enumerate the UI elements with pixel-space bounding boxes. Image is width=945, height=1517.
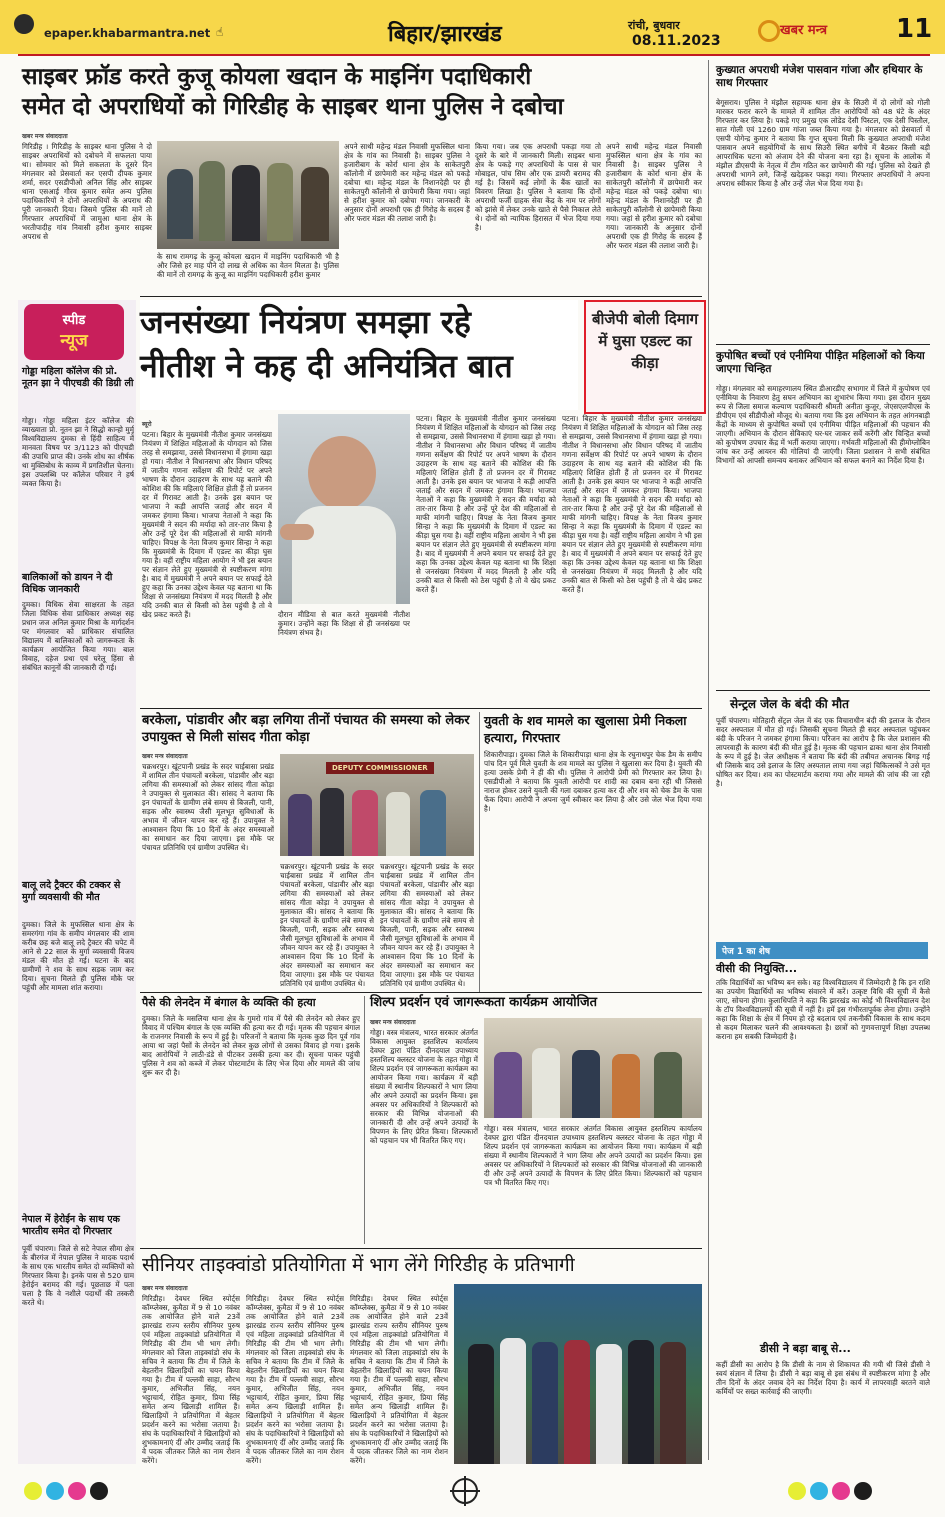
taekwondo-col1: गिरिडीह। देवघर स्थित स्पोर्ट्स कॉम्प्लेक्स, कुमैठा में 9 से 10 नवंबर तक आयोजित होने वाले 23वें झारखंड राज्य स्तरीय सीनियर पुरुष एवं महिला ताइक्वांडो प्रतियोगिता में गिरिडीह की टीम भी भाग लेगी। मंगलवार को जिला ताइक्वांडो संघ के सचिव ने बताया कि टीम में जिले के बेहतरीन खिलाड़ियों का चयन किया गया है। टीम में पल्लवी साहा, सौरभ कुमार, अभिजीत सिंह, नयन भट्टाचार्य, रोहित कुमार, प्रिया सिंह समेत अन्य खिलाड़ी शामिल हैं। खिलाड़ियों ने प्रतियोगिता में बेहतर प्रदर्शन करने का भरोसा जताया है। संघ के पदाधिकारियों ने खिलाड़ियों को शुभकामनाएं दीं और उम्मीद जताई कि वे पदक जीतकर जिले का नाम रोशन करेंगे। (142, 1294, 240, 1464)
cmyk-marks-top (8, 6, 48, 46)
lead-photo (157, 141, 339, 249)
shilp-body: गोड्डा। वस्त्र मंत्रालय, भारत सरकार अंतर्गत विकास आयुक्त हस्तशिल्प कार्यालय देवघर द्वारा पंडित दीनदयाल उपाध्याय हस्तशिल्प क्लस्टर योजना के तहत गोड्डा में शिल्प प्रदर्शन एवं जागरूकता कार्यक्रम का आयोजन किया गया। कार्यक्रम में बड़ी संख्या में स्थानीय शिल्पकारों ने भाग लिया और अपने उत्पादों का प्रदर्शन किया। इस अवसर पर अधिकारियों ने शिल्पकारों को सरकार की विभिन्न योजनाओं की जानकारी दी और उन्हें अपने उत्पादों के विपणन के लिए प्रेरित किया। शिल्पकारों को पहचान पत्र भी वितरित किए गए। (370, 1028, 478, 1145)
barkela-col2: चक्रधरपुर। खूंटपानी प्रखंड के सदर चाईबासा प्रखंड में शामिल तीन पंचायतों बरकेला, पांडावीर और बड़ा लगिया की समस्याओं को लेकर सांसद गीता कोड़ा ने उपायुक्त से मुलाकात की। सांसद ने बताया कि इन पंचायतों के ग्रामीण लंबे समय से बिजली, पानी, सड़क और स्वास्थ्य जैसी मूलभूत सुविधाओं के अभाव में जीवन यापन कर रहे हैं। उपायुक्त ने आश्वासन दिया कि 10 दिनों के अंदर समस्याओं का समाधान कर दिया जाएगा। इस मौके पर पंचायत प्रतिनिधि एवं ग्रामीण उपस्थित थे। (280, 862, 374, 988)
right-mid-headline: कुपोषित बच्चों एवं एनीमिया पीड़ित महिलाओं को किया जाएगा चिन्हित (716, 350, 925, 375)
section-title: बिहार/झारखंड (388, 22, 502, 47)
page-number: 11 (896, 14, 933, 44)
masthead-rule (18, 54, 930, 56)
lead-col4: किया गया। जब एक अपराधी पकड़ा गया तो दूसरे के बारे में जानकारी मिली। साइबर थाना क्षेत्र के पकड़े गए अपराधियों के पास से चार मोबाइल, पांच सिम और एक डायरी बरामद की गई है। जिसमें कई लोगों के बैंक खातों का विवरण लिखा है। पुलिस ने बताया कि दोनों अपराधी फर्जी ग्राहक सेवा केंद्र के नाम पर लोगों को झांसे में लेकर उनके खाते से पैसे निकाल लेते थे। दोनों को न्यायिक हिरासत में भेज दिया गया है। (475, 142, 601, 232)
lead-col1: गिरिडीह । गिरिडीह के साइबर थाना पुलिस ने दो साइबर अपराधियों को दबोचने में सफलता पाया था। सोमवार को मिले सकलता के दूसरे दिन मंगलवार को प्रेसवार्ता कर एसपी दीपक कुमार शर्मा, सदर एसडीपीओ अनिल सिंह और साइबर थाना एसआई गौरव कुमार समेत अन्य पुलिस पदाधिकारियों ने दोनों अपराधियों के अपराध की पूरी जानकारी दिया। जिसमे पुलिस की मानें तो गिरफ्तार अपराधियों में जामुआ थाना क्षेत्र के भरतीपादीह गांव निवासी हरीश कुमार साइबर अपराध से (22, 142, 152, 241)
barkela-photo (280, 754, 474, 856)
nitish-side-kicker (584, 300, 706, 414)
right-col-divider (708, 60, 709, 1460)
lead-byline: खबर मन्त्र संवाददाता (22, 133, 68, 140)
bengal-rule (140, 992, 702, 993)
nitish-photo-caption: दौरान मीडिया से बात करते मुख्यमंत्री नीतीश कुमार। उन्होंने कहा कि शिक्षा से ही जनसंख्या पर नियंत्रण संभव है। (278, 610, 410, 637)
shilp-photo (484, 1018, 702, 1118)
shilp-col2: गोड्डा। वस्त्र मंत्रालय, भारत सरकार अंतर्गत विकास आयुक्त हस्तशिल्प कार्यालय देवघर द्वारा पंडित दीनदयाल उपाध्याय हस्तशिल्प क्लस्टर योजना के तहत गोड्डा में शिल्प प्रदर्शन एवं जागरूकता कार्यक्रम का आयोजन किया गया। कार्यक्रम में बड़ी संख्या में स्थानीय शिल्पकारों ने भाग लिया और अपने उत्पादों का प्रदर्शन किया। इस अवसर पर अधिकारियों ने शिल्पकारों को सरकार की विभिन्न योजनाओं की जानकारी दी और उन्हें अपने उत्पादों के विपणन के लिए प्रेरित किया। शिल्पकारों को पहचान पत्र भी वितरित किए गए। (484, 1124, 702, 1187)
nitish-col1: पटना। बिहार के मुख्यमंत्री नीतीश कुमार जनसंख्या नियंत्रण में शिक्षित महिलाओं के योगदान को जिस तरह से समझाया, उससे विधानसभा में हंगामा खड़ा हो गया। नीतीश ने विधानसभा और विधान परिषद में जातीय गणना सर्वेक्षण की रिपोर्ट पर अपने भाषण के दौरान उदाहरण के साथ यह बताने की कोशिश की कि महिलाएं शिक्षित होती हैं तो प्रजनन दर में गिरावट आती है। उनके इस बयान पर भाजपा ने कड़ी आपत्ति जताई और सदन में जमकर हंगामा किया। भाजपा नेताओं ने कहा कि मुख्यमंत्री ने सदन की मर्यादा को तार-तार किया है और उन्हें पूरे देश की महिलाओं से माफी मांगनी चाहिए। विपक्ष के नेता विजय कुमार सिन्हा ने कहा कि मुख्यमंत्री के दिमाग में एडल्ट का कीड़ा घुस गया है। वहीं राष्ट्रीय महिला आयोग ने भी इस बयान पर संज्ञान लेते हुए मुख्यमंत्री से स्पष्टीकरण मांगा है। बाद में मुख्यमंत्री ने अपने बयान पर सफाई देते हुए कहा कि उनका उद्देश्य केवल यह बताना था कि शिक्षा से जनसंख्या नियंत्रण में मदद मिलती है और यदि उनकी बात से किसी को ठेस पहुंची है तो वे खेद प्रकट करते हैं। (142, 430, 272, 619)
right-central-headline: सेन्ट्रल जेल के बंदी की मौत (730, 697, 849, 711)
nitish-top-rule (140, 296, 702, 297)
speed-news-logo-top: स्पीड (62, 313, 86, 328)
nitish-kicker: जनसंख्या नियंत्रण समझा रहे (140, 303, 471, 341)
yuvati-headline: युवती के शव मामले का खुलासा प्रेमी निकला हत्यारा, गिरफ्तार (484, 713, 687, 745)
issue-date: 08.11.2023 (632, 33, 721, 49)
barkela-byline: खबर मन्त्र संवाददाता (142, 753, 188, 760)
speed-item-body: दुमका। जिले के मुफस्सिल थाना क्षेत्र के समरगंगा गांव के समीप मंगलवार की शाम करीब छह बजे बालू लदे ट्रैक्टर की चपेट में आने से 22 साल के मुर्गा व्यवसायी विजय मंडल की मौत हो गई। घटना के बाद ग्रामीणों ने शव के साथ सड़क जाम कर दिया। सूचना मिलते ही पुलिस मौके पर पहुंची और मामला शांत कराया। (22, 920, 134, 992)
shilp-byline: खबर मन्त्र संवाददाता (370, 1019, 416, 1026)
page1-sub1: वीसी की नियुक्ति... (716, 962, 798, 975)
bengal-body: दुमका। जिले के मसलिया थाना क्षेत्र के गुमरो गांव में पैसे की लेनदेन को लेकर हुए विवाद में पश्चिम बंगाल के एक व्यक्ति की हत्या कर दी गई। मृतक की पहचान बंगाल के राजनगर निवासी के रूप में हुई है। परिजनों ने बताया कि मृतक कुछ दिन पूर्व गांव आया था जहां पैसों के लेनदेन को लेकर कुछ लोगों से उसका विवाद हो गया। इसके बाद आरोपियों ने लाठी-डंडे से पीटकर उसकी हत्या कर दी। सूचना पाकर पहुंची पुलिस ने शव को कब्जे में लेकर पोस्टमार्टम के लिए भेज दिया और मामले की जांच शुरू कर दी है। (142, 1014, 360, 1077)
taekwondo-byline: खबर मन्त्र संवाददाता (142, 1285, 188, 1292)
page1-continued-label: पेज 1 का शेष (716, 942, 928, 959)
taekwondo-rule (140, 1248, 702, 1249)
taekwondo-headline: सीनियर ताइक्वांडो प्रतियोगिता में भाग लेंगे गिरिडीह के प्रतिभागी (142, 1254, 575, 1276)
nitish-headline: नीतीश ने कह दी अनियंत्रित बात (140, 347, 513, 385)
site-url[interactable]: epaper.khabarmantra.net (44, 26, 211, 40)
barkela-photo-banner: DEPUTY COMMISSIONER (326, 762, 434, 774)
right-rule-1 (716, 344, 930, 345)
lead-headline-line2: समेत दो अपराधियों को गिरिडीह के साइबर थाना पुलिस ने दबोचा (22, 94, 564, 120)
shilp-headline: शिल्प प्रदर्शन एवं जागरूकता कार्यक्रम आयोजित (370, 995, 598, 1010)
speed-news-logo-bottom: न्यूज (60, 331, 88, 351)
registration-marks-right (788, 1482, 876, 1504)
page1-sub2: डीसी ने बड़ा बाबू से... (760, 1342, 851, 1355)
bengal-headline: पैसे की लेनदेन में बंगाल के व्यक्ति की हत्या (142, 996, 316, 1009)
nitish-photo (278, 414, 410, 604)
cursor-icon: ☝ (216, 25, 224, 39)
nitish-col4: पटना। बिहार के मुख्यमंत्री नीतीश कुमार जनसंख्या नियंत्रण में शिक्षित महिलाओं के योगदान को जिस तरह से समझाया, उससे विधानसभा में हंगामा खड़ा हो गया। नीतीश ने विधानसभा और विधान परिषद में जातीय गणना सर्वेक्षण की रिपोर्ट पर अपने भाषण के दौरान उदाहरण के साथ यह बताने की कोशिश की कि महिलाएं शिक्षित होती हैं तो प्रजनन दर में गिरावट आती है। उनके इस बयान पर भाजपा ने कड़ी आपत्ति जताई और सदन में जमकर हंगामा किया। भाजपा नेताओं ने कहा कि मुख्यमंत्री ने सदन की मर्यादा को तार-तार किया है और उन्हें पूरे देश की महिलाओं से माफी मांगनी चाहिए। विपक्ष के नेता विजय कुमार सिन्हा ने कहा कि मुख्यमंत्री के दिमाग में एडल्ट का कीड़ा घुस गया है। वहीं राष्ट्रीय महिला आयोग ने भी इस बयान पर संज्ञान लेते हुए मुख्यमंत्री से स्पष्टीकरण मांगा है। बाद में मुख्यमंत्री ने अपने बयान पर सफाई देते हुए कहा कि उनका उद्देश्य केवल यह बताना था कि शिक्षा से जनसंख्या नियंत्रण में मदद मिलती है और यदि उनकी बात से किसी को ठेस पहुंची है तो वे खेद प्रकट करते हैं। (562, 414, 702, 594)
right-central-body: पूर्वी चंपारण। मोतिहारी सेंट्रल जेल में बंद एक विचाराधीन बंदी की इलाज के दौरान सदर अस्पताल में मौत हो गई। जिसकी सूचना मिलते ही सदर अस्पताल पहुंचकर बंदी के परिजन ने जमकर हंगामा किया। परिजन का आरोप है कि जेल प्रशासन की लापरवाही के कारण बंदी की मौत हुई है। मृतक की पहचान ढाका थाना क्षेत्र निवासी के रूप में हुई है। जेल अधीक्षक ने बताया कि बंदी की तबीयत अचानक बिगड़ गई थी जिसके बाद उसे इलाज के लिए अस्पताल लाया गया जहां चिकित्सकों ने उसे मृत घोषित कर दिया। शव का पोस्टमार्टम कराया गया और मामले की जांच की जा रही है। (716, 716, 930, 788)
brand-name: खबर मन्त्र (780, 23, 828, 38)
brand-logo-icon (758, 20, 780, 42)
lead-col3: अपने साथी महेन्द्र मंडल निवासी मुफस्सिल थाना क्षेत्र के गांव का निवासी है। साइबर पुलिस ने हजारीबाग के कोर्रा थाना क्षेत्र के साकेतपुरी कॉलोनी में छापेमारी कर महेन्द्र मंडल को पकड़े दबोचा था। महेन्द्र मंडल के निशानदेही पर ही साकेतपुरी कॉलोनी से छापेमारी किया गया। जहां से हरीश कुमार को दबोचा गया। जानकारी के अनुसार दोनों अपराधी एक ही गिरोह के सदस्य हैं और फरार मंडल की तलाश जारी है। (344, 142, 470, 223)
masthead (0, 0, 945, 54)
nitish-side-kicker-text: बीजेपी बोली दिमाग में घुसा एडल्ट का कीड़ा (591, 310, 699, 372)
speed-item-body: पूर्वी चंपारण। जिले से सटे नेपाल सीमा क्षेत्र के बीरगंज में नेपाल पुलिस ने मादक पदार्थ के साथ एक भारतीय समेत दो व्यक्तियों को गिरफ्तार किया है। इनके पास से 520 ग्राम हेरोईन बरामद की गई। पूछताछ में पता चला है कि वे नशीले पदार्थों की तस्करी करते थे। (22, 1244, 134, 1307)
right-mid-body: गोड्डा। मंगलवार को समाहरणालय स्थित डीआरडीए सभागार में जिले में कुपोषण एवं एनीमिया के निवारण हेतु सघन अभियान का शुभारंभ किया गया। इस दौरान मुख्य रूप से जिला समाज कल्याण पदाधिकारी श्रीमती अनीता कुजूर, जेएसएलपीएस के डीपीएम एवं सीडीपीओ मौजूद थे। बताया गया कि इस अभियान के तहत आंगनबाड़ी केंद्रों के माध्यम से कुपोषित बच्चों एवं एनीमिया पीड़ित महिलाओं की पहचान की जाएगी। अभियान के दौरान सेविकाएं घर-घर जाकर सर्वे करेंगी और चिन्हित बच्चों को कुपोषण उपचार केंद्र में भर्ती कराया जाएगा। गर्भवती महिलाओं की हीमोग्लोबिन जांच कर उन्हें आयरन की गोलियां दी जाएंगी। जिला प्रशासन ने सभी संबंधित विभागों को आपसी समन्वय बनाकर अभियान को सफल बनाने का निर्देश दिया है। (716, 384, 930, 465)
lead-headline-line1: साइबर फ्रॉड करते कुजू कोयला खदान के माइनिंग पदाधिकारी (22, 64, 532, 90)
lead-photo-caption: के साथ रामगढ़ के कुजू कोयला खदान में माइनिंग पदाधिकारी भी है और जिसे हर माह पौने दो लाख से अधिक का वेतन मिलता है। पुलिस की मानें तो रामगढ़ के कुजू का माइनिंग पदाधिकारी हरीश कुमार (157, 252, 339, 279)
taekwondo-col3: गिरिडीह। देवघर स्थित स्पोर्ट्स कॉम्प्लेक्स, कुमैठा में 9 से 10 नवंबर तक आयोजित होने वाले 23वें झारखंड राज्य स्तरीय सीनियर पुरुष एवं महिला ताइक्वांडो प्रतियोगिता में गिरिडीह की टीम भी भाग लेगी। मंगलवार को जिला ताइक्वांडो संघ के सचिव ने बताया कि टीम में जिले के बेहतरीन खिलाड़ियों का चयन किया गया है। टीम में पल्लवी साहा, सौरभ कुमार, अभिजीत सिंह, नयन भट्टाचार्य, रोहित कुमार, प्रिया सिंह समेत अन्य खिलाड़ी शामिल हैं। खिलाड़ियों ने प्रतियोगिता में बेहतर प्रदर्शन करने का भरोसा जताया है। संघ के पदाधिकारियों ने खिलाड़ियों को शुभकामनाएं दीं और उम्मीद जताई कि वे पदक जीतकर जिले का नाम रोशन करेंगे। (350, 1294, 448, 1464)
shilp-divider (364, 996, 365, 1244)
yuvati-divider (479, 712, 480, 992)
crosshair-icon (452, 1478, 478, 1504)
registration-marks-left (24, 1482, 112, 1504)
lead-col5: अपने साथी महेन्द्र मंडल निवासी मुफस्सिल थाना क्षेत्र के गांव का निवासी है। साइबर पुलिस ने हजारीबाग के कोर्रा थाना क्षेत्र के साकेतपुरी कॉलोनी में छापेमारी कर महेन्द्र मंडल को पकड़े दबोचा था। महेन्द्र मंडल के निशानदेही पर ही साकेतपुरी कॉलोनी से छापेमारी किया गया। जहां से हरीश कुमार को दबोचा गया। जानकारी के अनुसार दोनों अपराधी एक ही गिरोह के सदस्य हैं और फरार मंडल की तलाश जारी है। (606, 142, 702, 250)
speed-item-body: गोड्डा। गोड्डा महिला इंटर कॉलेज की व्याख्याता प्रो. नूतन झा ने सिद्धो कान्हो मुर्मू विश्वविद्यालय दुमका से हिंदी साहित्य में मानवता विषय पर 3/1123 को पीएचडी की उपाधि प्राप्त की। उनके शोध का शीर्षक था मुक्तिबोध के काव्य में प्रगतिशील चेतना। इस उपलब्धि पर कॉलेज परिवार ने हर्ष व्यक्त किया है। (22, 416, 134, 488)
lead-headline (22, 62, 702, 122)
page1-body2: कहीं डीसी का आरोप है कि डीसी के नाम से शिकायत की गयी थी जिसे डीसी ने स्वयं संज्ञान में लिया है। डीसी ने बड़ा बाबू से इस संबंध में स्पष्टीकरण मांगा है और तीन दिनों के अंदर जवाब देने का निर्देश दिया है। कार्य में लापरवाही बरतने वाले कर्मियों पर सख्त कार्रवाई की जाएगी। (716, 1360, 930, 1396)
yuvati-body: शिकारीपाड़ा। दुमका जिले के शिकारीपाड़ा थाना क्षेत्र के रघुनाथपुर चेक डैम के समीप पांच दिन पूर्व मिले युवती के शव मामले का पुलिस ने खुलासा कर दिया है। युवती की हत्या उसके प्रेमी ने ही की थी। पुलिस ने आरोपी प्रेमी को गिरफ्तार कर लिया है। एसडीपीओ ने बताया कि युवती आरोपी पर शादी का दबाव बना रही थी जिससे नाराज होकर उसने युवती की गला दबाकर हत्या कर दी और शव को चेक डैम के पास फेंक दिया। आरोपी ने अपना जुर्म स्वीकार कर लिया है और उसे जेल भेज दिया गया है। (484, 750, 702, 813)
right-top-body: बेगूसराय। पुलिस ने मंझौल सहायक थाना क्षेत्र के सिउरी में दो लोगों को गोली मारकर फरार करने के मामले में शामिल तीन आरोपियों को 48 घंटे के अंदर गिरफ्तार कर लिया है। पकड़े गए प्रमुख एक लोडेड देसी पिस्टल, एक देसी पिस्तौल, सात गोली एवं 1260 ग्राम गांजा जब्त किया गया है। मंगलवार को प्रेसवार्ता में एसपी योगेन्द्र कुमार ने बताया कि गुप्त सूचना मिली कि कुख्यात अपराधी मंजेश पासवान अपने सहयोगियों के साथ सिउरी स्थित बगीचे में बैठकर किसी बड़ी आपराधिक घटना को अंजाम देने की योजना बना रहा है। सूचना के आलोक में मंझौल डीएसपी के नेतृत्व में टीम गठित कर छापेमारी की गई। पुलिस को देखते ही अपराधी भागने लगे, जिन्हें खदेड़कर पकड़ा गया। गिरफ्तार अपराधियों ने अपना अपराध स्वीकार किया है और उन्हें जेल भेज दिया गया है। (716, 98, 930, 188)
barkela-body: चक्रधरपुर। खूंटपानी प्रखंड के सदर चाईबासा प्रखंड में शामिल तीन पंचायतों बरकेला, पांडावीर और बड़ा लगिया की समस्याओं को लेकर सांसद गीता कोड़ा ने उपायुक्त से मुलाकात की। सांसद ने बताया कि इन पंचायतों के ग्रामीण लंबे समय से बिजली, पानी, सड़क और स्वास्थ्य जैसी मूलभूत सुविधाओं के अभाव में जीवन यापन कर रहे हैं। उपायुक्त ने आश्वासन दिया कि 10 दिनों के अंदर समस्याओं का समाधान कर दिया जाएगा। इस मौके पर पंचायत प्रतिनिधि एवं ग्रामीण उपस्थित थे। (142, 762, 274, 852)
nitish-headline-block (140, 300, 578, 410)
speed-item-headline: नेपाल में हेरोईन के साथ एक भारतीय समेत दो गिरफ्तार (22, 1214, 120, 1237)
city-day: रांची, बुधवार (628, 19, 680, 32)
barkela-rule (140, 708, 702, 709)
barkela-col3: चक्रधरपुर। खूंटपानी प्रखंड के सदर चाईबासा प्रखंड में शामिल तीन पंचायतों बरकेला, पांडावीर और बड़ा लगिया की समस्याओं को लेकर सांसद गीता कोड़ा ने उपायुक्त से मुलाकात की। सांसद ने बताया कि इन पंचायतों के ग्रामीण लंबे समय से बिजली, पानी, सड़क और स्वास्थ्य जैसी मूलभूत सुविधाओं के अभाव में जीवन यापन कर रहे हैं। उपायुक्त ने आश्वासन दिया कि 10 दिनों के अंदर समस्याओं का समाधान कर दिया जाएगा। इस मौके पर पंचायत प्रतिनिधि एवं ग्रामीण उपस्थित थे। (380, 862, 474, 988)
nitish-col3: पटना। बिहार के मुख्यमंत्री नीतीश कुमार जनसंख्या नियंत्रण में शिक्षित महिलाओं के योगदान को जिस तरह से समझाया, उससे विधानसभा में हंगामा खड़ा हो गया। नीतीश ने विधानसभा और विधान परिषद में जातीय गणना सर्वेक्षण की रिपोर्ट पर अपने भाषण के दौरान उदाहरण के साथ यह बताने की कोशिश की कि महिलाएं शिक्षित होती हैं तो प्रजनन दर में गिरावट आती है। उनके इस बयान पर भाजपा ने कड़ी आपत्ति जताई और सदन में जमकर हंगामा किया। भाजपा नेताओं ने कहा कि मुख्यमंत्री ने सदन की मर्यादा को तार-तार किया है और उन्हें पूरे देश की महिलाओं से माफी मांगनी चाहिए। विपक्ष के नेता विजय कुमार सिन्हा ने कहा कि मुख्यमंत्री के दिमाग में एडल्ट का कीड़ा घुस गया है। वहीं राष्ट्रीय महिला आयोग ने भी इस बयान पर संज्ञान लेते हुए मुख्यमंत्री से स्पष्टीकरण मांगा है। बाद में मुख्यमंत्री ने अपने बयान पर सफाई देते हुए कहा कि उनका उद्देश्य केवल यह बताना था कि शिक्षा से जनसंख्या नियंत्रण में मदद मिलती है और यदि उनकी बात से किसी को ठेस पहुंची है तो वे खेद प्रकट करते हैं। (416, 414, 556, 594)
page1-body1: तकि विद्यार्थियों का भविष्य बन सके। वह विश्वविद्यालय में जिम्मेदारी है कि इन राशि का उपयोग विद्यार्थियों का भविष्य संवारने में करें। उत्कृष्ट विधि की सूची में कैसे जाए, सोचना होगा। कुलाधिपति ने कहा कि झारखंड का कोई भी विश्वविद्यालय देश के टॉप विश्वविद्यालयों की सूची में नहीं है। हमें इस गंभीरतापूर्वक लेना होगा। उन्होंने कहा कि शिक्षा के क्षेत्र में नियम हो रहे बदलाव एवं तकनीकी विकास के साथ कदम से कदम मिलाकर चलने की आवश्यकता है। छात्रों को गुणवत्तापूर्ण शिक्षा उपलब्ध कराना हम सबकी जिम्मेदारी है। (716, 978, 930, 1041)
speed-item-body: दुमका। विधिक सेवा साक्षरता के तहत जिला विधिक सेवा प्राधिकार अध्यक्ष सह प्रधान जज अनिल कुमार मिश्रा के मार्गदर्शन पर मंगलवार को प्राधिकार संचालित विद्यालय में बालिकाओं को जागरूकता के कार्यक्रम आयोजित किया गया। बाल विवाह, दहेज प्रथा एवं घरेलू हिंसा से संबंधित कानूनों की जानकारी दी गई। (22, 600, 134, 672)
speed-news-logo (24, 304, 124, 360)
speed-item-headline: गोड्डा महिला कॉलेज की प्रो. नूतन झा ने पीएचडी की डिग्री ली (22, 366, 134, 389)
nitish-byline: ब्यूरो (142, 421, 152, 428)
barkela-headline: बरकेला, पांडावीर और बड़ा लगिया तीनों पंचायत की समस्या को लेकर उपायुक्त से मिली सांसद गीता कोड़ा (142, 713, 470, 745)
speed-item-headline: बालिकाओं को डायन ने दी विधिक जानकारी (22, 572, 113, 595)
right-top-headline: कुख्यात अपराधी मंजेश पासवान गांजा और हथियार के साथ गिरफ्तार (716, 64, 923, 89)
right-rule-2 (716, 690, 930, 691)
taekwondo-col2: गिरिडीह। देवघर स्थित स्पोर्ट्स कॉम्प्लेक्स, कुमैठा में 9 से 10 नवंबर तक आयोजित होने वाले 23वें झारखंड राज्य स्तरीय सीनियर पुरुष एवं महिला ताइक्वांडो प्रतियोगिता में गिरिडीह की टीम भी भाग लेगी। मंगलवार को जिला ताइक्वांडो संघ के सचिव ने बताया कि टीम में जिले के बेहतरीन खिलाड़ियों का चयन किया गया है। टीम में पल्लवी साहा, सौरभ कुमार, अभिजीत सिंह, नयन भट्टाचार्य, रोहित कुमार, प्रिया सिंह समेत अन्य खिलाड़ी शामिल हैं। खिलाड़ियों ने प्रतियोगिता में बेहतर प्रदर्शन करने का भरोसा जताया है। संघ के पदाधिकारियों ने खिलाड़ियों को शुभकामनाएं दीं और उम्मीद जताई कि वे पदक जीतकर जिले का नाम रोशन करेंगे। (246, 1294, 344, 1464)
taekwondo-photo (454, 1284, 702, 1464)
speed-item-headline: बालू लदे ट्रैक्टर की टक्कर से मुर्गा व्यवसायी की मौत (22, 880, 121, 903)
